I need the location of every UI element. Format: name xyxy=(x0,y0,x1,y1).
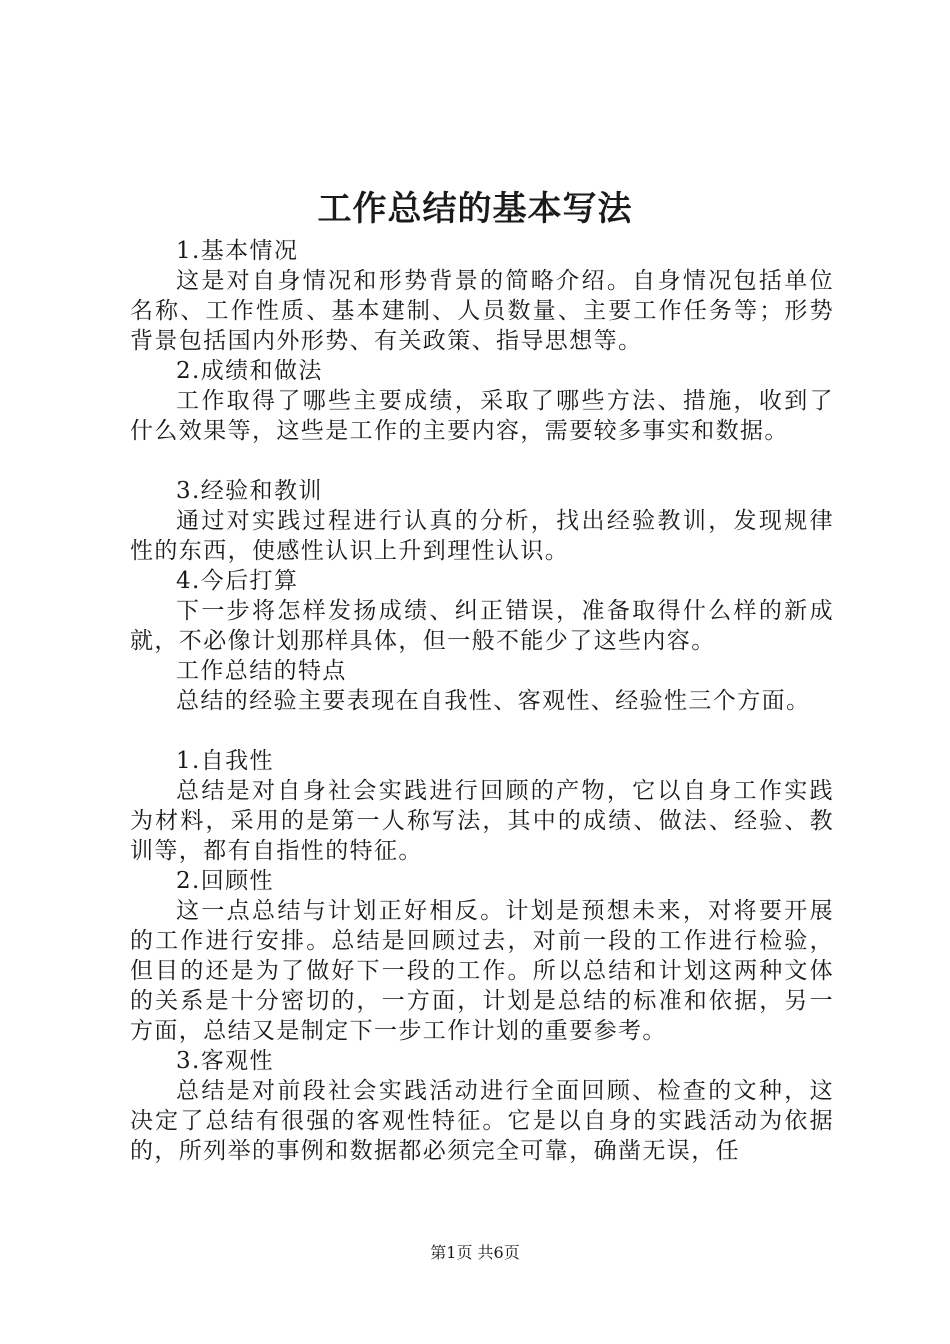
body-paragraph: 总结是对前段社会实践活动进行全面回顾、检查的文种，这决定了总结有很强的客观性特征。它是以自身的实践活动为依据的，所列举的事例和数据都必须完全可靠，确凿无误，任 xyxy=(130,1078,834,1164)
section-heading: 1.自我性 xyxy=(176,748,274,774)
section-heading: 1.基本情况 xyxy=(176,238,299,264)
body-paragraph: 通过对实践过程进行认真的分析，找出经验教训，发现规律性的东西，使感性认识上升到理性认识。 xyxy=(130,508,834,564)
section-heading: 2.成绩和做法 xyxy=(176,358,323,384)
section-heading: 2.回顾性 xyxy=(176,868,274,894)
document-body xyxy=(130,236,834,1166)
page-footer: 第1页 共6页 xyxy=(430,1243,520,1262)
document-title: 工作总结的基本写法 xyxy=(317,189,633,229)
body-paragraph: 这一点总结与计划正好相反。计划是预想未来，对将要开展的工作进行安排。总结是回顾过去，对前一段的工作进行检验，但目的还是为了做好下一段的工作。所以总结和计划这两种文体的关系是十分密切的，一方面，计划是总结的标准和依据，另一方面，总结又是制定下一步工作计划的重要参考。 xyxy=(130,898,834,1044)
body-paragraph: 这是对自身情况和形势背景的简略介绍。自身情况包括单位名称、工作性质、基本建制、人员数量、主要工作任务等；形势背景包括国内外形势、有关政策、指导思想等。 xyxy=(130,268,834,354)
section-heading: 3.客观性 xyxy=(176,1048,274,1074)
section-heading: 4.今后打算 xyxy=(176,568,299,594)
section-heading: 工作总结的特点 xyxy=(176,658,347,684)
body-paragraph: 总结是对自身社会实践进行回顾的产物，它以自身工作实践为材料，采用的是第一人称写法，其中的成绩、做法、经验、教训等，都有自指性的特征。 xyxy=(130,778,834,864)
body-paragraph: 工作取得了哪些主要成绩，采取了哪些方法、措施，收到了什么效果等，这些是工作的主要内容，需要较多事实和数据。 xyxy=(130,388,834,444)
section-heading: 3.经验和教训 xyxy=(176,478,323,504)
body-paragraph: 总结的经验主要表现在自我性、客观性、经验性三个方面。 xyxy=(176,688,811,714)
body-paragraph: 下一步将怎样发扬成绩、纠正错误，准备取得什么样的新成就，不必像计划那样具体，但一般不能少了这些内容。 xyxy=(130,598,834,654)
